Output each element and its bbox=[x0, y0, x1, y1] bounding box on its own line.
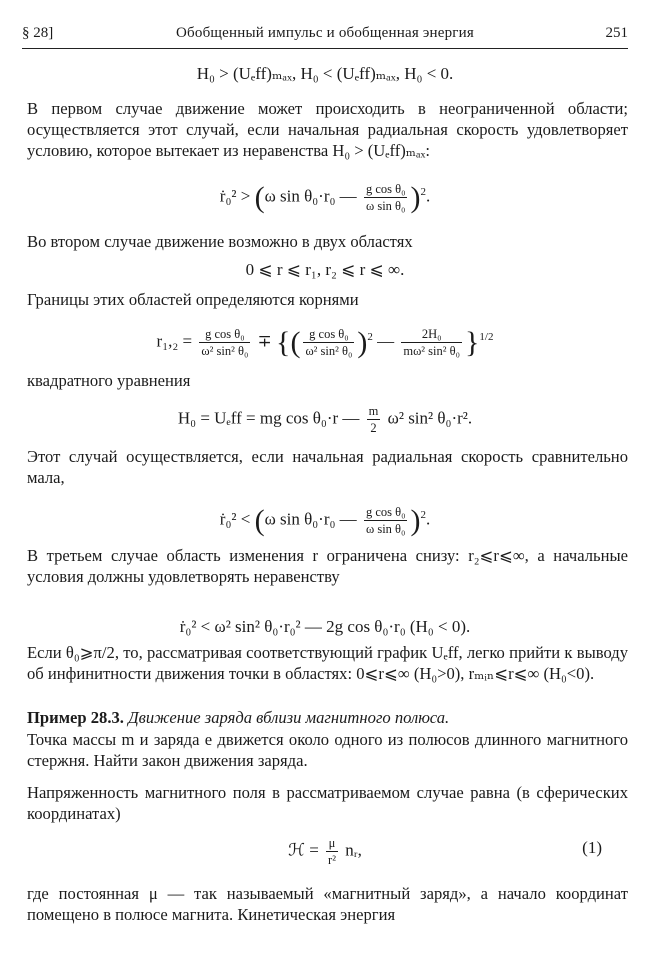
equation-number-1: (1) bbox=[582, 838, 602, 857]
eq5-frac-num: g cos θ₀ bbox=[365, 505, 406, 520]
eq3-close-paren: ) bbox=[357, 325, 368, 359]
eq3-f1-num: g cos θ₀ bbox=[199, 327, 250, 343]
eq3-fraction-1 bbox=[199, 327, 250, 358]
eq7-fraction bbox=[326, 836, 338, 867]
eq5-lhs: ṙ₀² < bbox=[219, 509, 255, 529]
equation-5 bbox=[0, 504, 650, 536]
eq4-tail: ω² sin² θ₀·r². bbox=[383, 408, 473, 428]
eq3-close-brace: } bbox=[465, 325, 480, 359]
eq4-fraction bbox=[367, 404, 381, 435]
equation-7 bbox=[0, 836, 650, 867]
eq1-tail: . bbox=[425, 186, 431, 206]
eq4-frac-den: 2 bbox=[370, 421, 377, 435]
eq3-f2-num: g cos θ₀ bbox=[303, 327, 354, 343]
eq1-fraction bbox=[364, 182, 408, 213]
eq7-frac-den: r² bbox=[328, 853, 336, 867]
eq5-fraction bbox=[364, 505, 408, 536]
equation-6: ṙ₀² < ω² sin² θ₀·r₀² — 2g cos θ₀·r₀ (H₀ < 0). bbox=[179, 617, 471, 636]
eq3-f2-den: ω² sin² θ₀ bbox=[305, 344, 353, 359]
eq4-frac-num: m bbox=[368, 404, 379, 418]
eq7-frac-num: μ bbox=[326, 836, 338, 852]
paragraph-4: квадратного уравнения bbox=[27, 371, 191, 390]
eq3-f3-den: mω² sin² θ₀ bbox=[403, 344, 460, 359]
eq3-open-brace: { bbox=[276, 325, 291, 359]
paragraph-10: где постоянная μ — так называемый «магнитный заряд», а начало координат помещено в полюсе магнита. Кинетическая энергия bbox=[27, 884, 628, 924]
running-title: Обобщенный импульс и обобщенная энергия bbox=[176, 25, 474, 41]
eq3-lhs: r₁,₂ = bbox=[156, 331, 197, 351]
paragraph-8: Точка массы m и заряда e движется около одного из полюсов длинного магнитного стержня. Найти закон движения заряда. bbox=[27, 730, 628, 770]
eq1-power: 2 bbox=[420, 186, 426, 198]
eq3-open-paren: ( bbox=[290, 325, 301, 359]
eq1-mid: ω sin θ₀·r₀ — bbox=[264, 186, 361, 206]
equation-2: 0 ⩽ r ⩽ r₁, r₂ ⩽ r ⩽ ∞. bbox=[245, 260, 405, 279]
page-number: 251 bbox=[605, 25, 628, 41]
eq3-minus: — bbox=[372, 331, 399, 351]
example-label: Пример 28.3. bbox=[27, 708, 124, 727]
eq5-frac-den: ω sin θ₀ bbox=[365, 522, 406, 537]
eq1-frac-den: ω sin θ₀ bbox=[365, 199, 406, 214]
equation-1 bbox=[0, 181, 650, 213]
eq7-tail: nᵣ, bbox=[340, 840, 362, 860]
eq5-open-paren: ( bbox=[254, 503, 265, 537]
paragraph-5: Этот случай осуществляется, если начальная радиальная скорость сравнительно мала, bbox=[27, 447, 628, 487]
eq5-tail: . bbox=[425, 509, 431, 529]
section-marker: § 28] bbox=[22, 25, 54, 41]
eq1-lhs: ṙ₀² > bbox=[219, 186, 255, 206]
eq7-lhs: ℋ = bbox=[288, 840, 324, 860]
example-heading bbox=[27, 707, 628, 728]
example-title: Движение заряда вблизи магнитного полюса. bbox=[128, 708, 450, 727]
paragraph-9: Напряженность магнитного поля в рассматриваемом случае равна (в сферических координатах) bbox=[27, 783, 628, 823]
eq3-fraction-2 bbox=[303, 327, 354, 358]
eq3-fraction-3 bbox=[401, 327, 462, 358]
eq5-close-paren: ) bbox=[410, 503, 421, 537]
running-header bbox=[22, 22, 628, 49]
eq1-open-paren: ( bbox=[254, 180, 265, 214]
eq5-power: 2 bbox=[420, 509, 426, 521]
eq3-power: 2 bbox=[367, 331, 373, 343]
eq1-frac-num: g cos θ₀ bbox=[365, 182, 406, 197]
eq3-f1-den: ω² sin² θ₀ bbox=[201, 344, 249, 359]
paragraph-2: Во втором случае движение возможно в двух областях bbox=[27, 232, 413, 251]
eq5-mid: ω sin θ₀·r₀ — bbox=[264, 509, 361, 529]
equation-4 bbox=[0, 404, 650, 435]
paragraph-6: В третьем случае область изменения r ограничена снизу: r₂⩽r⩽∞, а начальные условия должны удовлетворять неравенству bbox=[27, 546, 628, 586]
equation-conditions: H₀ > (Uₑff)ₘₐₓ, H₀ < (Uₑff)ₘₐₓ, H₀ < 0. bbox=[196, 64, 454, 83]
eq3-pm: ∓ bbox=[253, 331, 277, 351]
paragraph-7: Если θ₀⩾π/2, то, рассматривая соответствующий график Uₑff, легко прийти к выводу об инфинитности движения точки в областях: 0⩽r⩽∞ (H₀>0), rₘᵢₙ⩽r⩽∞ (H₀<0). bbox=[27, 643, 628, 683]
eq4-lhs: H₀ = Uₑff = mg cos θ₀·r — bbox=[177, 408, 364, 428]
paragraph-1: В первом случае движение может происходить в неограниченной области; осуществляется этот случай, если начальная радиальная скорость удовлетворяет условию, которое вытекает из неравенства H₀ > (Uₑff)ₘₐₓ: bbox=[27, 99, 628, 160]
paragraph-3: Границы этих областей определяются корнями bbox=[27, 290, 359, 309]
eq1-close-paren: ) bbox=[410, 180, 421, 214]
eq3-f3-num: 2H₀ bbox=[401, 327, 462, 343]
equation-3 bbox=[0, 326, 650, 358]
eq3-outer-power: 1/2 bbox=[479, 331, 494, 343]
